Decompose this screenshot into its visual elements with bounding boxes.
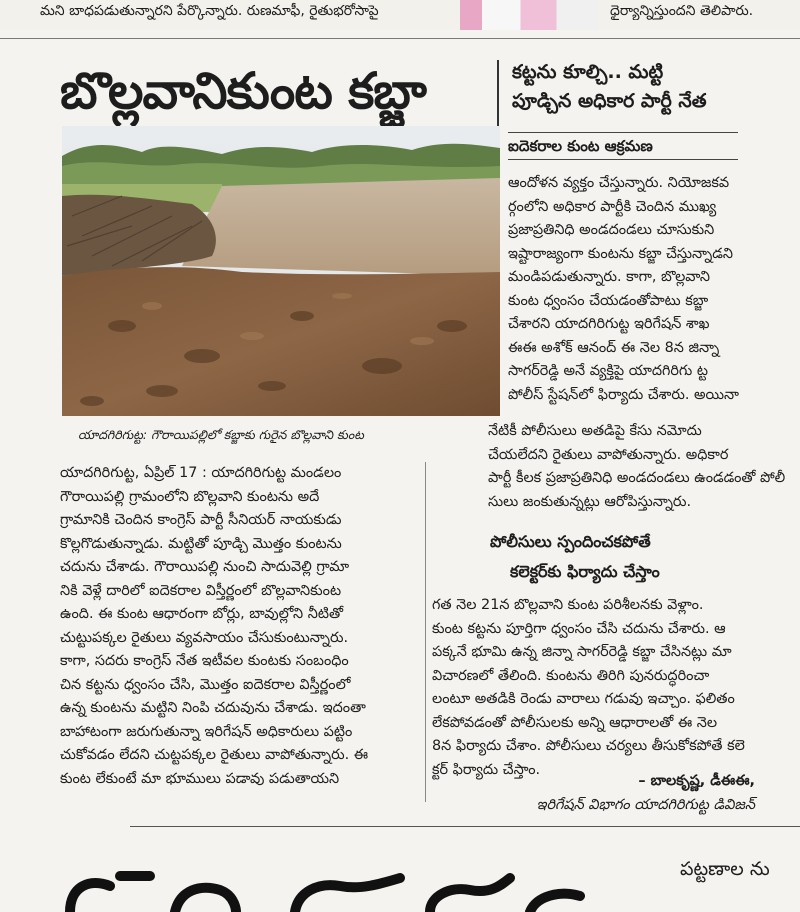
text-line: కుంట లేకుంటే మా భూములు పడావు పడుతాయని	[60, 770, 340, 787]
box-body-text	[432, 594, 782, 782]
text-line: పక్కనే భూమి ఉన్న జిన్నా సాగర్‌రెడ్డి కబ్జా చేసినట్లు మా	[432, 644, 732, 660]
text-line: నేటికీ పోలీసులు అతడిపై కేసు నమోదు	[488, 423, 702, 439]
text-line: లంటూ అతడికి రెండు వారాలు గడువు ఇచ్చాం. ఫలితం	[432, 691, 735, 707]
text-line: కాగా, సదరు కాంగ్రెస్ నేత ఇటీవల కుంటకు సంబంధిం	[60, 653, 349, 669]
deck-bar	[497, 60, 499, 130]
attribution-role: ఇరిగేషన్ విభాగం యాదగిరిగుట్ట డివిజన్	[536, 796, 755, 813]
right-column-text-lower	[488, 420, 788, 514]
subheading: ఐదెకరాల కుంట ఆక్రమణ	[508, 132, 738, 160]
previous-article-photo	[460, 0, 598, 30]
deck-line-1: కట్టను కూల్చి.. మట్టి	[512, 61, 664, 83]
headline: బొల్లవానికుంట కబ్జా	[60, 62, 426, 120]
text-line: ప్రజాప్రతినిధి అండదండలు చూసుకుని	[508, 222, 715, 238]
text-line: చదును చేశాడు. గౌరాయిపల్లి నుంచి సాదువెల్లి గ్రామా	[60, 559, 350, 575]
text-line: ర్గంలోని అధికార పార్టీకి చెందిన ముఖ్య	[508, 198, 717, 215]
text-line: కుంట కట్టను పూర్తిగా ధ్వంసం చేసి చదును చేశారు. ఆ	[432, 620, 726, 637]
deck-line-2: పూడ్చిన అధికార పార్టీ నేత	[512, 90, 707, 112]
text-line: కుంట ధ్వంసం చేయడంతోపాటు కబ్జా	[508, 292, 709, 309]
attribution-name: – బాలకృష్ణ, డీఈఈ,	[638, 773, 755, 789]
text-line: బాహాటంగా జరుగుతున్నా ఇరిగేషన్ అధికారులు పట్టిం	[60, 723, 353, 740]
text-line: ఉంది. ఈ కుంట ఆధారంగా బోర్లు, బావుల్లోని నీటితో	[60, 606, 343, 622]
text-line: చిన కట్టను ధ్వంసం చేసి, మొత్తం ఐదెకరాల విస్తీర్ణంలో	[60, 676, 351, 693]
box-heading-line-1: పోలీసులు స్పందించకపోతే	[490, 532, 651, 551]
text-line: చేయలేదని రైతులు వాపోతున్నారు. అధికార	[488, 446, 729, 463]
text-line: సులు జంకుతున్నట్లు ఆరోపిస్తున్నారు.	[488, 493, 692, 510]
text-line: విచారణలో తేలింది. కుంటను తిరిగి పునరుద్ధరించా	[432, 667, 710, 684]
previous-article-tail-right: ధైర్యాన్నిస్తుందని తెలిపారు.	[610, 3, 754, 19]
text-line: నికి వెళ్లే దారిలో ఐదెకరాల విస్తీర్ణంలో బొల్లవానికుంట	[60, 582, 342, 599]
box-heading-line-2: కలెక్టర్‌కు ఫిర్యాదు చేస్తాం	[510, 562, 660, 581]
text-line: చుకోవడం లేదని చుట్టపక్కల రైతులు వాపోతున్నారు. ఈ	[60, 747, 369, 763]
text-line: చేశారని యాదగిరిగుట్ట ఇరిగేషన్ శాఖ	[508, 316, 710, 332]
deck	[512, 58, 782, 116]
text-line: సాగర్‌రెడ్డి అనే వ్యక్తిపై యాదగిరిగు ట్ట	[508, 363, 708, 379]
top-divider	[0, 38, 800, 39]
text-line: పోలీస్ స్టేషన్‌లో ఫిర్యాదు చేశారు. అయినా	[508, 386, 740, 403]
text-line: ఉన్న కుంటను మట్టిని నింపి చదువును చేశాడు. ఇదంతా	[60, 700, 366, 716]
text-line: గ్రామానికి చెందిన కాంగ్రెస్ పార్టీ సీనియర్ నాయకుడు	[60, 512, 342, 528]
box-heading	[450, 527, 790, 587]
text-line: 8న ఫిర్యాదు చేశాం. పోలీసులు చర్యలు తీసుకోకపోతే కలె	[432, 738, 745, 754]
text-line: చుట్టుపక్కల రైతులు వ్యవసాయం చేసుకుంటున్నారు.	[60, 629, 349, 646]
bottom-divider	[130, 826, 800, 827]
quote-attribution	[435, 770, 785, 817]
text-line: లేకపోవడంతో పోలీసులకు అన్ని ఆధారాలతో ఈ నెల	[432, 714, 718, 731]
right-column-text	[508, 172, 788, 407]
text-line: పార్టీ కీలక ప్రజాప్రతినిధి అండదండలు ఉండడంతో పోలీ	[488, 470, 786, 486]
text-line: యాదగిరిగుట్ట, ఏప్రిల్ 17 : యాదగిరిగుట్ట మండలం	[60, 465, 342, 481]
text-line: కొల్లగొడుతున్నాడు. మట్టితో పూడ్చి మొత్తం కుంటను	[60, 535, 342, 552]
photo-caption: యాదగిరిగుట్ట: గౌరాయిపల్లిలో కబ్జాకు గురైన బొల్లవాని కుంట	[78, 427, 364, 442]
text-line: మండిపడుతున్నారు. కాగా, బొల్లవాని	[508, 269, 711, 285]
text-line: గౌరాయిపల్లి గ్రామంలోని బొల్లవాని కుంటను అదే	[60, 488, 320, 505]
next-headline-partial	[60, 856, 600, 912]
column-separator	[425, 462, 426, 802]
left-column-text	[60, 462, 405, 791]
next-article-text-partial: పట్టణాల ను	[680, 858, 770, 880]
text-line: ఇష్టారాజ్యంగా కుంటను కబ్జా చేస్తున్నాడని	[508, 245, 733, 262]
text-line: ఈఈ అశోక్ ఆనంద్ ఈ నెల 8న జిన్నా	[508, 339, 720, 356]
news-photo-encroached-pond	[62, 126, 500, 416]
previous-article-tail-left: మని బాధపడుతున్నారని పేర్కొన్నారు. రుణమాఫీ, రైతుభరోసాపై	[40, 3, 379, 19]
text-line: గత నెల 21న బొల్లవాని కుంట పరిశీలనకు వెళ్లాం.	[432, 597, 704, 613]
text-line: క్టర్ ఫిర్యాదు చేస్తాం.	[432, 761, 541, 778]
text-line: ఆందోళన వ్యక్తం చేస్తున్నారు. నియోజకవ	[508, 175, 730, 191]
